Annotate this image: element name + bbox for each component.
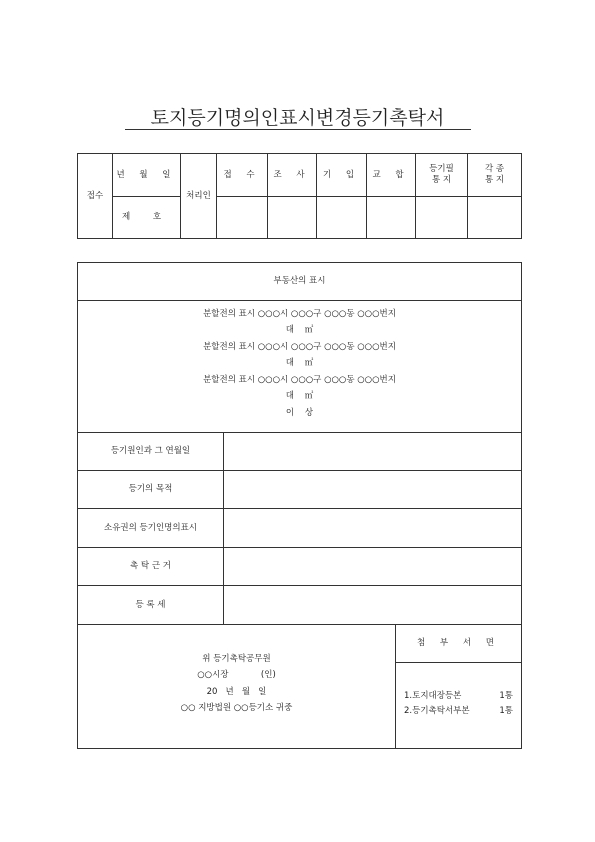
attachment-name: 2.등기촉탁서부본 xyxy=(404,705,470,716)
main-table xyxy=(77,262,522,749)
reception-label: 접수 xyxy=(78,154,113,239)
signature-line: ○○시장 (인) xyxy=(197,670,276,680)
row-label-purpose: 등기의 목적 xyxy=(78,471,224,509)
property-line: 분할전의 표시 ○○○시 ○○○구 ○○○동 ○○○번지 xyxy=(203,308,396,319)
attachment-item xyxy=(404,706,521,721)
title-underline xyxy=(125,129,471,130)
document-title: 토지등기명의인표시변경등기촉탁서 xyxy=(150,107,445,129)
row-label-basis: 촉 탁 근 거 xyxy=(78,548,224,586)
number-label: 제 호 xyxy=(113,197,181,239)
property-line: 대 ㎡ xyxy=(285,358,314,369)
cell-various-notice xyxy=(468,197,522,239)
row-value-owner xyxy=(224,509,522,548)
col-entry: 기 입 xyxy=(317,154,367,197)
row-value-purpose xyxy=(224,471,522,509)
cell-reception xyxy=(217,197,268,239)
col-reception: 접 수 xyxy=(217,154,268,197)
property-line: 대 ㎡ xyxy=(285,325,314,336)
signature-line: 위 등기촉탁공무원 xyxy=(202,653,271,664)
cell-entry xyxy=(317,197,367,239)
attachment-item xyxy=(404,691,521,706)
row-label-tax: 등 록 세 xyxy=(78,586,224,625)
row-value-basis xyxy=(224,548,522,586)
property-description xyxy=(78,301,522,433)
attachments-header: 첨 부 서 면 xyxy=(396,625,522,663)
col-registered-notice: 등기필 통 지 xyxy=(416,154,468,197)
property-line: 분할전의 표시 ○○○시 ○○○구 ○○○동 ○○○번지 xyxy=(203,374,396,385)
date-label: 년 월 일 xyxy=(113,154,181,197)
col-verification: 교 합 xyxy=(367,154,416,197)
attachment-qty: 1통 xyxy=(499,690,513,701)
property-line: 분할전의 표시 ○○○시 ○○○구 ○○○동 ○○○번지 xyxy=(203,341,396,352)
attachment-qty: 1통 xyxy=(499,705,513,716)
cell-registered-notice xyxy=(416,197,468,239)
row-label-cause-date: 등기원인과 그 연월일 xyxy=(78,433,224,471)
row-value-cause-date xyxy=(224,433,522,471)
signature-line: ○○ 지방법원 ○○등기소 귀중 xyxy=(180,703,293,713)
signature-line: 20 년 월 일 xyxy=(206,686,267,697)
row-label-owner: 소유권의 등기인명의표시 xyxy=(78,509,224,548)
property-line: 대 ㎡ xyxy=(285,391,314,402)
cell-verification xyxy=(367,197,416,239)
cell-inspection xyxy=(268,197,317,239)
col-various-notice: 각 종 통 지 xyxy=(468,154,522,197)
handler-label: 처리인 xyxy=(181,154,217,239)
attachment-name: 1.토지대장등본 xyxy=(404,690,462,701)
property-header: 부동산의 표시 xyxy=(78,263,522,301)
attachments-list xyxy=(396,663,522,749)
property-line: 이 상 xyxy=(285,407,314,418)
reception-table xyxy=(77,153,522,239)
col-inspection: 조 사 xyxy=(268,154,317,197)
row-value-tax xyxy=(224,586,522,625)
signature-block xyxy=(78,625,396,749)
